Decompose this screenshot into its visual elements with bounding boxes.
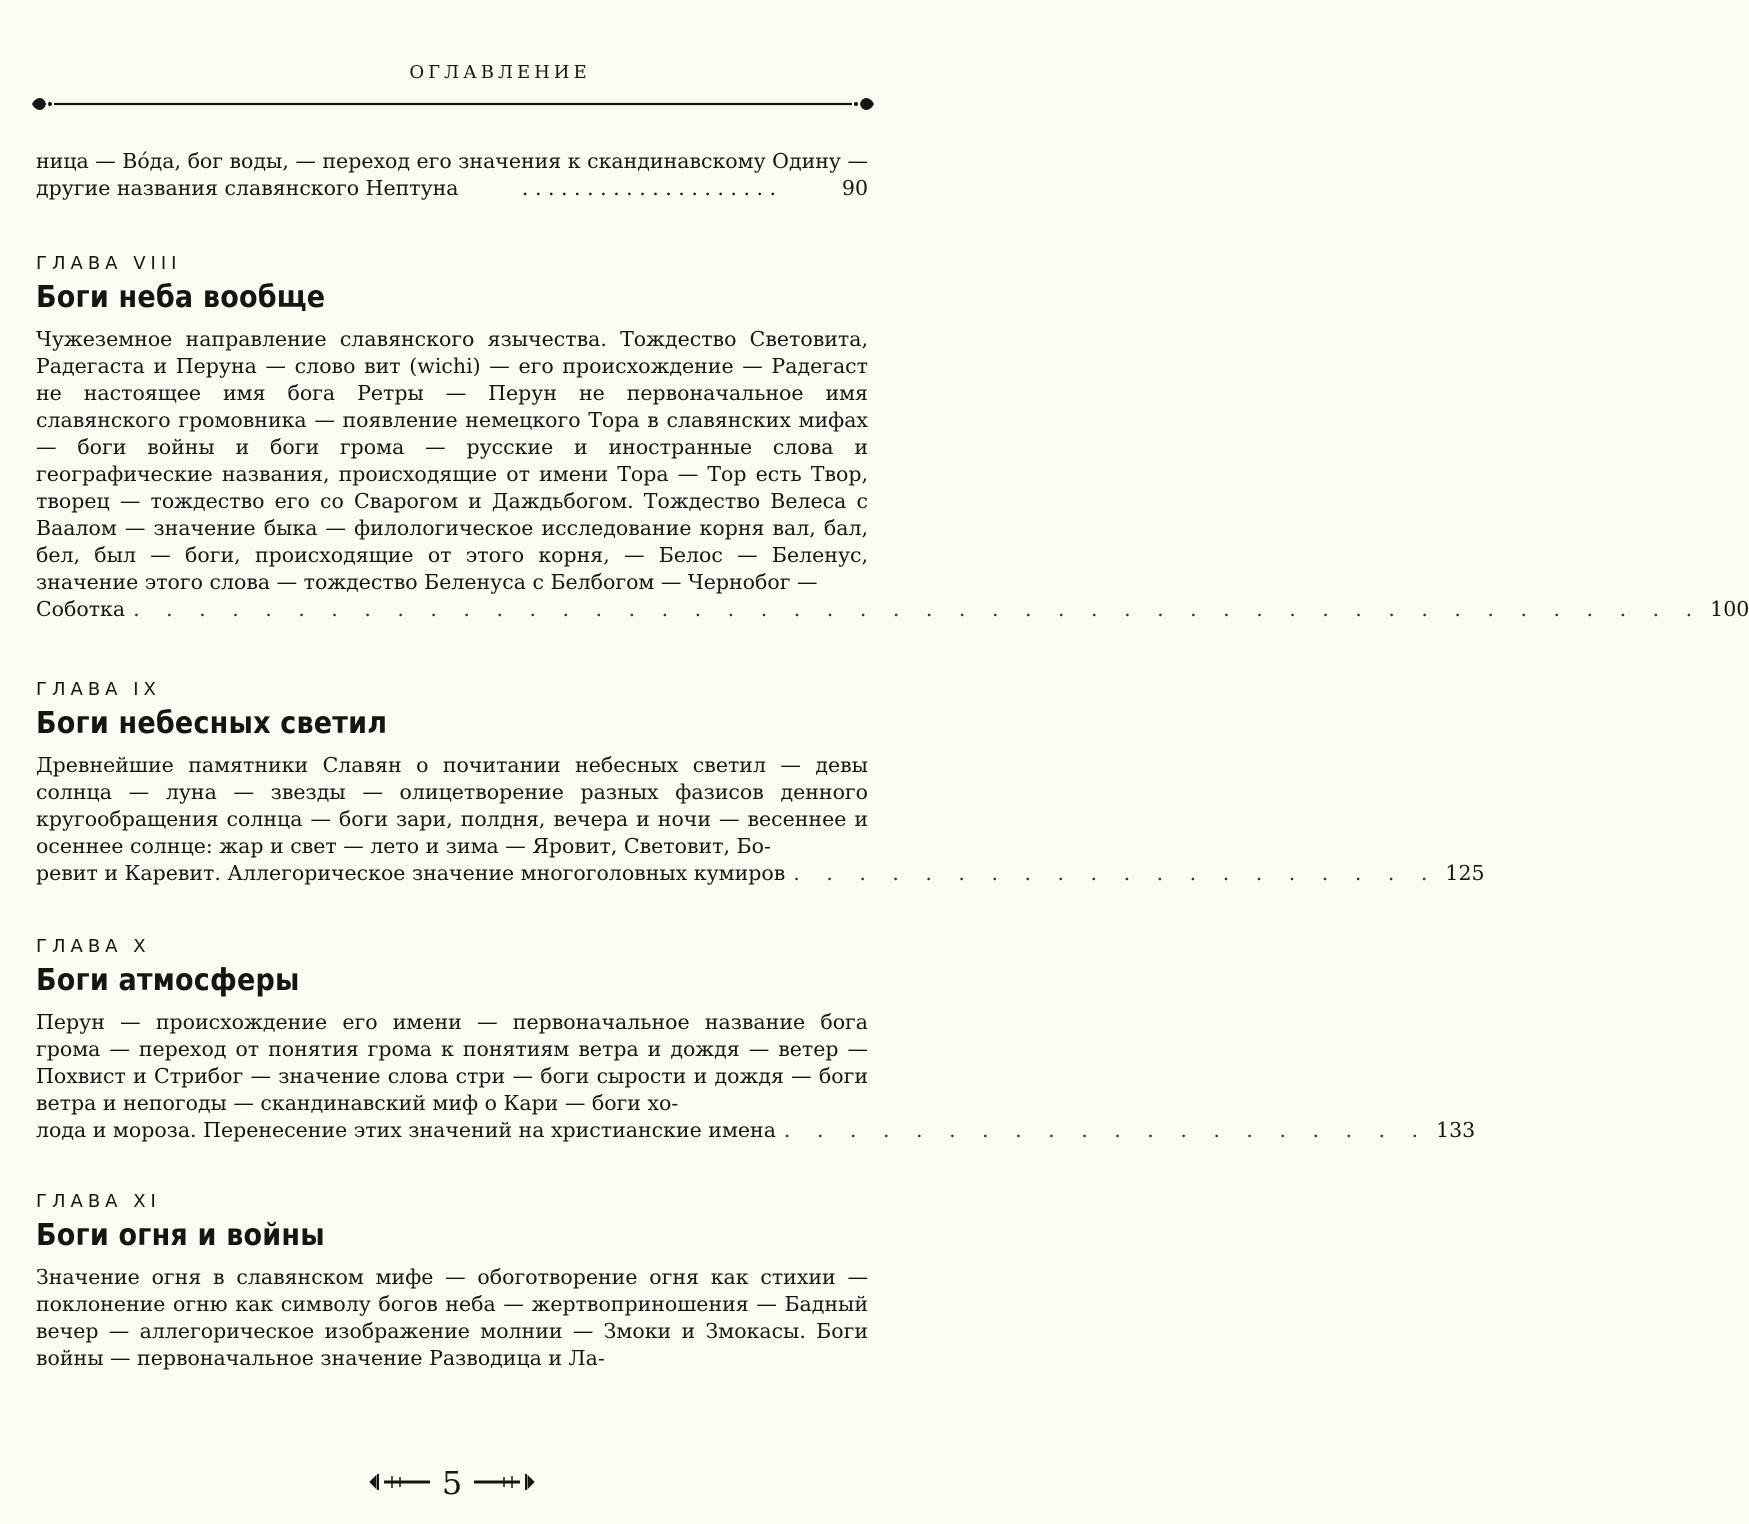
folio-ornament-left	[370, 1474, 430, 1490]
chapter-viii	[36, 252, 1749, 623]
chapter-title: Боги небесных светил	[36, 706, 388, 741]
page-number: 90	[841, 176, 868, 200]
chapter-ix	[36, 678, 1485, 887]
header-ornament-rule	[30, 92, 876, 116]
chapter-xi	[36, 1190, 868, 1372]
chapter-leader	[36, 596, 1749, 623]
page-number: 100	[1710, 597, 1749, 621]
chapter-description: Значение огня в славянском мифе — обоготворение огня как стихии — поклонение огню как символу богов неба — жертвоприношения — Бадный вечер — аллегорическое изображение молнии — Змоки и Змокасы. Боги войны — первоначальное значение Разводица и Ла-	[36, 1265, 868, 1370]
chapter-title: Боги атмосферы	[36, 963, 300, 998]
page-number-footer: 5	[441, 1464, 463, 1502]
chapter-description: Чужеземное направление славянского язычества. Тождество Световита, Радегаста и Перуна — слово вит (wichi) — его происхождение — Радегаст не настоящее имя бога Ретры — Перун не первоначальное имя славянского громовника — появление немецкого Тора в славянских мифах — боги войны и боги грома — русские и иностранные слова и географические названия, происходящие от имени Тора — Тор есть Твор, творец — тождество его со Сварогом и Даждьбогом. Тождество Велеса с Ваалом — значение быка — филологическое исследование корня вал, бал, бел, был — боги, происходящие от этого корня, — Белос — Беленус, значение этого слова — тождество Беленуса с Белбогом — Чернобог —	[36, 327, 868, 594]
dot-leader: . . . . . . . . . . . . . . . . . . . . . . . . . . . . . . . . . . . . . . . . . . . . . . . .	[133, 597, 1703, 621]
continuation-entry	[36, 148, 868, 202]
folio-ornament-right	[474, 1474, 534, 1490]
chapter-description: Перун — происхождение его имени — первоначальное название бога грома — переход от понятия грома к понятиям ветра и дождя — ветер — Похвист и Стрибог — значение слова стри — боги сырости и дождя — боги ветра и непогоды — скандинавский миф о Кари — боги хо-	[36, 1010, 868, 1115]
chapter-title: Боги неба вообще	[36, 280, 326, 315]
chapter-leader	[36, 860, 1485, 887]
dot-leader: . . . . . . . . . . . . . . . . . . . .	[793, 861, 1438, 885]
chapter-label: ГЛАВА XI	[36, 1191, 161, 1212]
chapter-label: ГЛАВА X	[36, 936, 151, 957]
chapter-last-line: ревит и Каревит. Аллегорическое значение многоголовных кумиров	[36, 861, 786, 885]
running-header: ОГЛАВЛЕНИЕ	[409, 62, 591, 83]
chapter-label: ГЛАВА IX	[36, 679, 161, 700]
chapter-last-line: лода и мороза. Перенесение этих значений на христианские имена	[36, 1118, 776, 1142]
chapter-title: Боги огня и войны	[36, 1218, 325, 1253]
continuation-text: ница — Вóда, бог воды, — переход его значения к скандинавскому Одину — другие названия славянского Нептуна	[36, 149, 868, 200]
page-folio	[0, 1462, 1000, 1502]
page-number: 125	[1445, 861, 1485, 885]
dot-leader: . . . . . . . . . . . . . . . . . . . .	[783, 1118, 1429, 1142]
chapter-label: ГЛАВА VIII	[36, 253, 182, 274]
chapter-description: Древнейшие памятники Славян о почитании небесных светил — девы солнца — луна — звезды — олицетворение разных фазисов денного кругообращения солнца — боги зари, полдня, вечера и ночи — весеннее и осеннее солнце: жар и свет — лето и зима — Яровит, Световит, Бо-	[36, 753, 868, 858]
page-number: 133	[1436, 1118, 1476, 1142]
chapter-x	[36, 935, 1476, 1144]
chapter-leader	[36, 1117, 1476, 1144]
chapter-last-line: Соботка	[36, 597, 126, 621]
dot-leader: . . . . . . . . . . . . . . . . . . . .	[521, 176, 777, 200]
